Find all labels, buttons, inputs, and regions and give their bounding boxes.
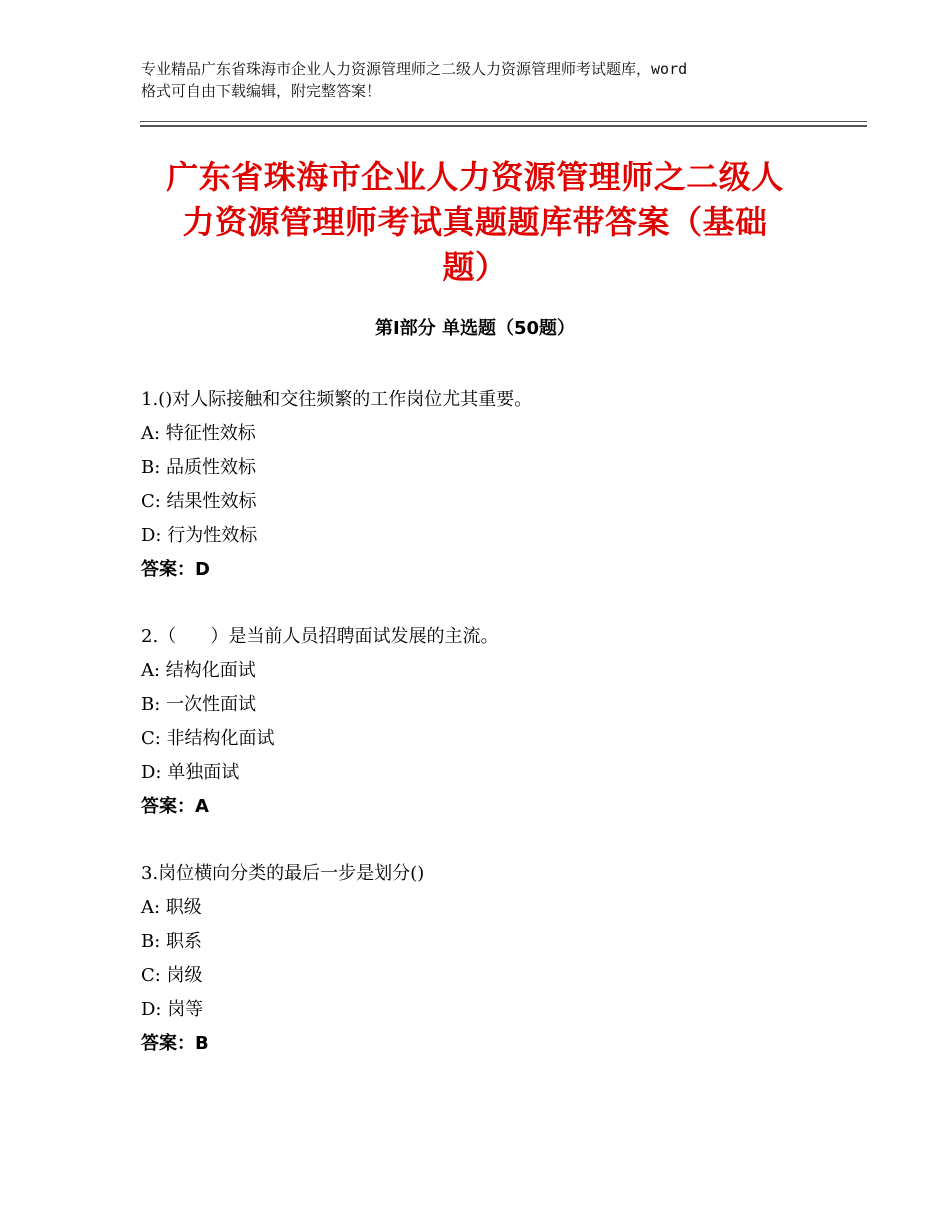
question-1 [141,383,861,587]
option-d: D: 行为性效标 [141,525,258,546]
option-a: A: 职级 [141,897,202,918]
option-b: B: 品质性效标 [141,457,257,478]
option-c: C: 非结构化面试 [141,728,275,749]
header-divider [140,121,867,127]
header-note-line-2: 格式可自由下载编辑，附完整答案！ [141,82,382,100]
document-title-line-1: 广东省珠海市企业人力资源管理师之二级人 [166,158,784,196]
answer: 答案：B [141,1033,209,1054]
option-b: B: 职系 [141,931,203,952]
option-d: D: 岗等 [141,999,204,1020]
question-stem: 2.（ ）是当前人员招聘面试发展的主流。 [141,626,499,647]
document-title [120,155,830,290]
option-b: B: 一次性面试 [141,694,257,715]
option-c: C: 岗级 [141,965,203,986]
option-a: A: 结构化面试 [141,660,256,681]
document-title-line-3: 题） [442,248,508,286]
document-title-line-2: 力资源管理师考试真题题库带答案（基础 [182,203,768,241]
answer: 答案：D [141,559,210,580]
option-d: D: 单独面试 [141,762,240,783]
option-a: A: 特征性效标 [141,423,256,444]
question-stem: 3.岗位横向分类的最后一步是划分() [141,863,425,884]
question-stem: 1.()对人际接触和交往频繁的工作岗位尤其重要。 [141,389,533,410]
section-heading: 第Ⅰ部分 单选题（50题） [374,318,575,339]
answer: 答案：A [141,796,209,817]
header-note-line-1: 专业精品广东省珠海市企业人力资源管理师之二级人力资源管理师考试题库，word [141,60,688,78]
question-list [141,383,861,1094]
question-2 [141,620,861,824]
header-note [141,58,831,102]
option-c: C: 结果性效标 [141,491,257,512]
question-3 [141,857,861,1061]
